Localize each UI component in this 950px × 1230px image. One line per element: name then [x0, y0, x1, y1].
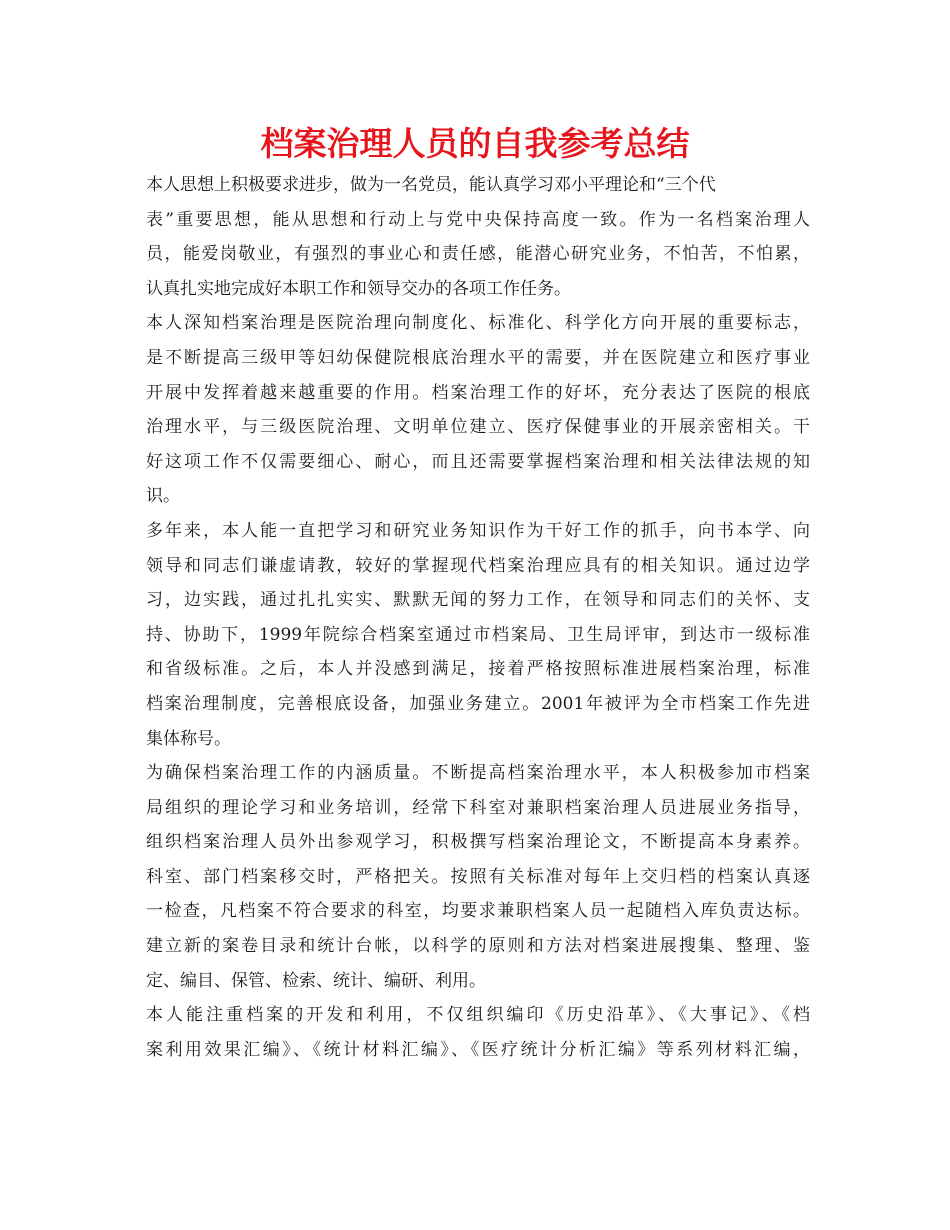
paragraph-line: 局组织的理论学习和业务培训，经常下科室对兼职档案治理人员进展业务指导，: [146, 797, 810, 818]
paragraph-line: 一检查，凡档案不符合要求的科室，均要求兼职档案人员一起随档入库负责达标。: [146, 901, 810, 922]
document-body: [146, 168, 810, 1067]
paragraph-line: 习，边实践，通过扎扎实实、默默无闻的努力工作，在领导和同志们的关怀、支: [146, 590, 810, 611]
paragraph-4: [146, 756, 810, 998]
paragraph-line: 科室、部门档案移交时，严格把关。按照有关标准对每年上交归档的档案认真逐: [146, 866, 810, 887]
paragraph-2: [146, 306, 810, 514]
paragraph-line: 是不断提高三级甲等妇幼保健院根底治理水平的需要，并在医院建立和医疗事业: [146, 347, 810, 368]
paragraph-line: 组织档案治理人员外出参观学习，积极撰写档案治理论文，不断提高本身素养。: [146, 832, 810, 853]
paragraph-line: 集体称号。: [146, 728, 231, 749]
paragraph-5: [146, 998, 810, 1067]
paragraph-line: 开展中发挥着越来越重要的作用。档案治理工作的好坏，充分表达了医院的根底: [146, 382, 810, 403]
paragraph-line: 认真扎实地完成好本职工作和领导交办的各项工作任务。: [146, 278, 571, 299]
paragraph-line: 建立新的案卷目录和统计台帐，以科学的原则和方法对档案进展搜集、整理、鉴: [146, 936, 810, 957]
paragraph-line: 表”重要思想，能从思想和行动上与党中央保持高度一致。作为一名档案治理人: [146, 209, 810, 230]
paragraph-line: 多年来，本人能一直把学习和研究业务知识作为干好工作的抓手，向书本学、向: [146, 520, 810, 541]
paragraph-line: 好这项工作不仅需要细心、耐心，而且还需要掌握档案治理和相关法律法规的知: [146, 451, 810, 472]
paragraph-line: 持、协助下，1999年院综合档案室通过市档案局、卫生局评审，到达市一级标准: [146, 624, 810, 645]
paragraph-3: [146, 514, 810, 756]
paragraph-line: 本人思想上积极要求进步，做为一名党员，能认真学习邓小平理论和“三个代: [146, 175, 716, 195]
paragraph-line: 为确保档案治理工作的内涵质量。不断提高档案治理水平，本人积极参加市档案: [146, 763, 810, 784]
paragraph-line: 定、编目、保管、检索、统计、编研、利用。: [146, 970, 486, 991]
paragraph-line: 本人能注重档案的开发和利用，不仅组织编印《历史沿革》、《大事记》、《档: [146, 1005, 810, 1026]
paragraph-line: 员，能爱岗敬业，有强烈的事业心和责任感，能潜心研究业务，不怕苦，不怕累，: [146, 244, 810, 265]
paragraph-line: 案利用效果汇编》、《统计材料汇编》、《医疗统计分析汇编》等系列材料汇编，: [146, 1039, 810, 1060]
paragraph-line: 本人深知档案治理是医院治理向制度化、标准化、科学化方向开展的重要标志，: [146, 313, 810, 334]
paragraph-1: [146, 168, 810, 306]
paragraph-line: 和省级标准。之后，本人并没感到满足，接着严格按照标准进展档案治理，标准: [146, 659, 810, 680]
paragraph-line: 领导和同志们谦虚请教，较好的掌握现代档案治理应具有的相关知识。通过边学: [146, 555, 810, 576]
paragraph-line: 治理水平，与三级医院治理、文明单位建立、医疗保健事业的开展亲密相关。干: [146, 417, 810, 438]
paragraph-line: 档案治理制度，完善根底设备，加强业务建立。2001年被评为全市档案工作先进: [146, 693, 810, 714]
document-title: 档案治理人员的自我参考总结: [260, 124, 690, 163]
paragraph-line: 识。: [146, 486, 180, 507]
